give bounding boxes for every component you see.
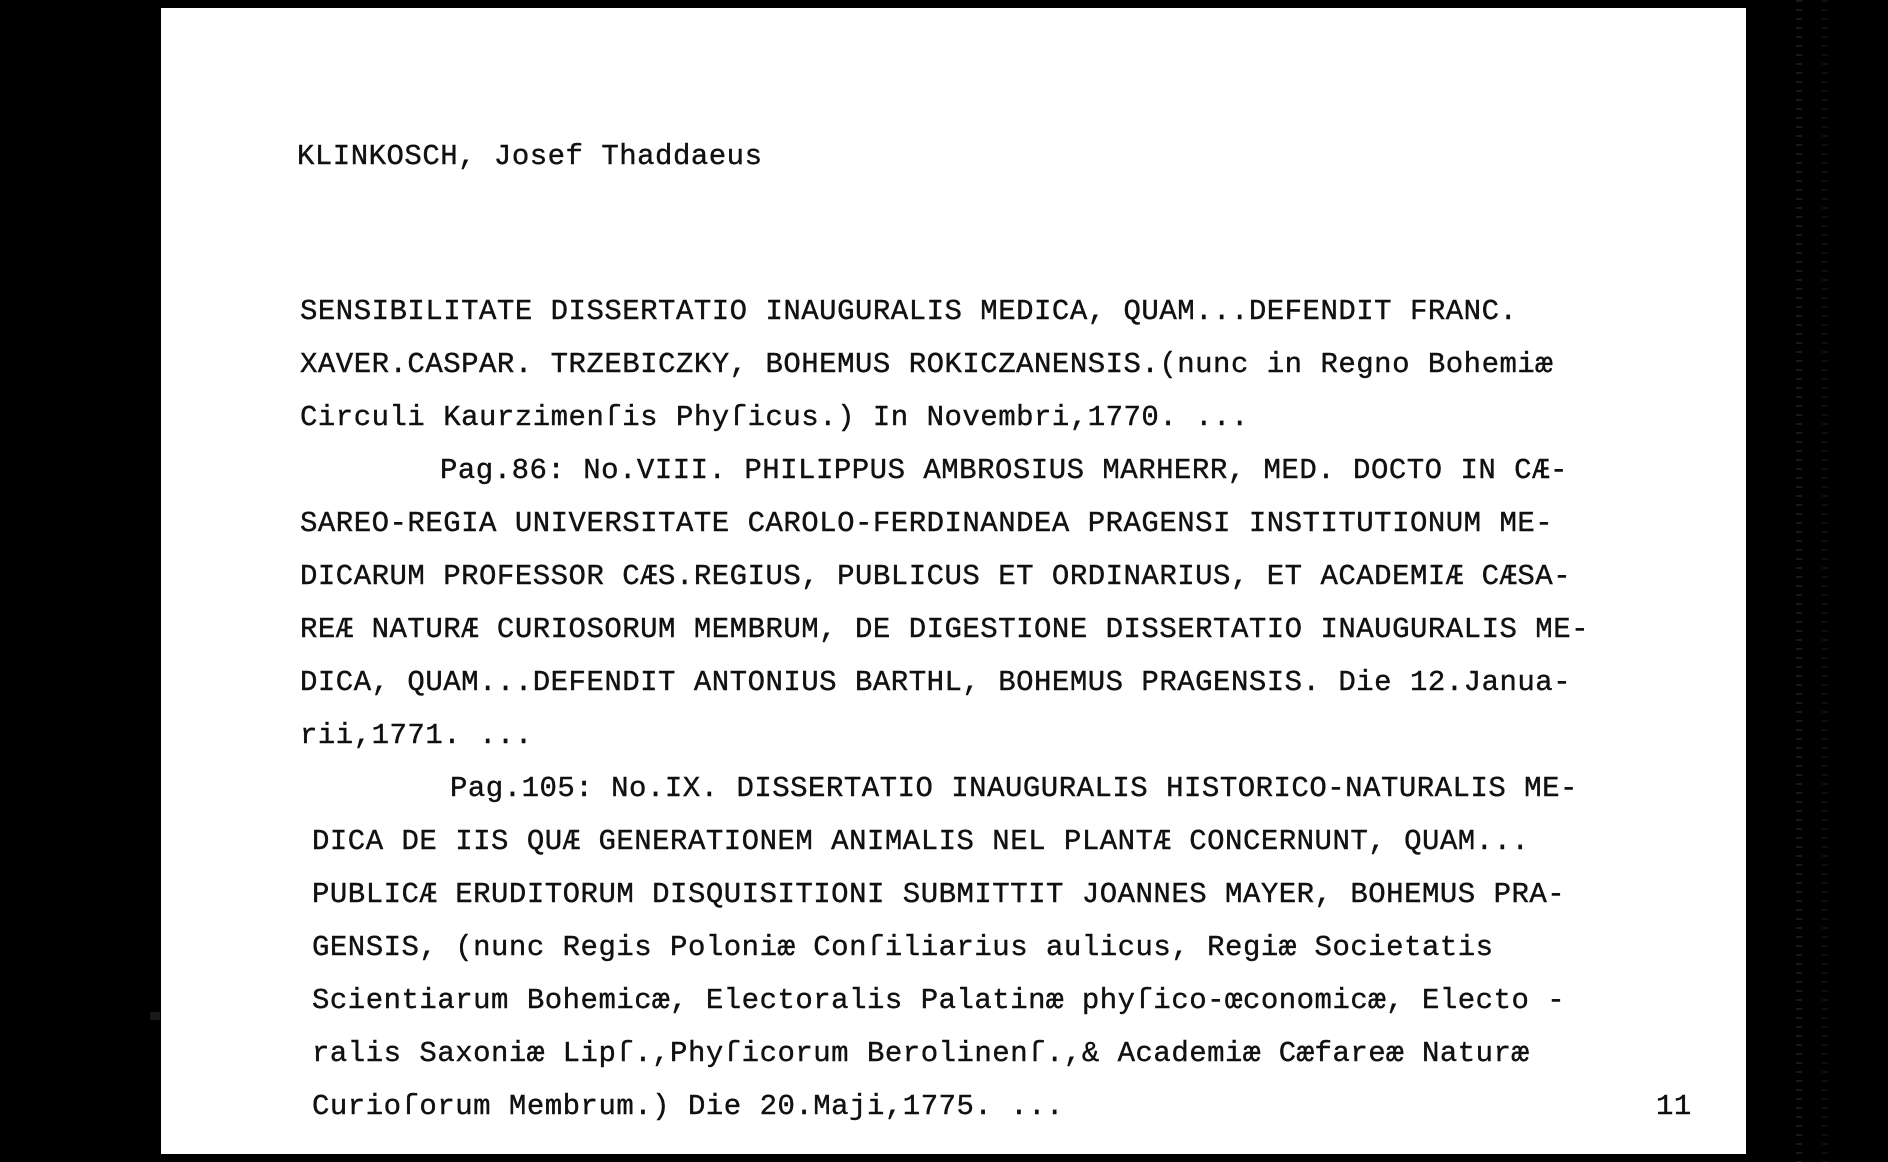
card-line-8: DICA, QUAM...DEFENDIT ANTONIUS BARTHL, BOHEMUS PRAGENSIS. Die 12.Janua- [300, 666, 1572, 699]
card-line-16: Curioſorum Membrum.) Die 20.Maji,1775. ... [312, 1090, 1064, 1123]
card-line-9: rii,1771. ... [300, 719, 533, 752]
card-line-2: XAVER.CASPAR. TRZEBICZKY, BOHEMUS ROKICZANENSIS.(nunc in Regno Bohemiæ [300, 348, 1554, 381]
card-line-13: GENSIS, (nunc Regis Poloniæ Conſiliarius aulicus, Regiæ Societatis [312, 931, 1494, 964]
card-line-11: DICA DE IIS QUÆ GENERATIONEM ANIMALIS NEL PLANTÆ CONCERNUNT, QUAM... [312, 825, 1530, 858]
card-heading: KLINKOSCH, Josef Thaddaeus [297, 140, 763, 173]
card-line-12: PUBLICÆ ERUDITORUM DISQUISITIONI SUBMITTIT JOANNES MAYER, BOHEMUS PRA- [312, 878, 1566, 911]
card-line-14: Scientiarum Bohemicæ, Electoralis Palatinæ phyſico-œconomicæ, Electo - [312, 984, 1566, 1017]
card-body [300, 285, 1720, 1133]
card-line-4: Pag.86: No.VIII. PHILIPPUS AMBROSIUS MARHERR, MED. DOCTO IN CÆ- [440, 454, 1568, 487]
card-line-7: REÆ NATURÆ CURIOSORUM MEMBRUM, DE DIGESTIONE DISSERTATIO INAUGURALIS ME- [300, 613, 1590, 646]
scan-speck [150, 1012, 160, 1020]
card-line-1: SENSIBILITATE DISSERTATIO INAUGURALIS MEDICA, QUAM...DEFENDIT FRANC. [300, 295, 1518, 328]
page-number: 11 [1656, 1090, 1692, 1123]
card-line-15: ralis Saxoniæ Lipſ.,Phyſicorum Berolinenſ.,& Academiæ Cæfareæ Naturæ [312, 1037, 1530, 1070]
card-line-10: Pag.105: No.IX. DISSERTATIO INAUGURALIS HISTORICO-NATURALIS ME- [450, 772, 1578, 805]
card-line-3: Circuli Kaurzimenſis Phyſicus.) In Novembri,1770. ... [300, 401, 1249, 434]
film-edge-marks-secondary [1822, 0, 1828, 1162]
card-line-6: DICARUM PROFESSOR CÆS.REGIUS, PUBLICUS ET ORDINARIUS, ET ACADEMIÆ CÆSA- [300, 560, 1572, 593]
card-line-5: SAREO-REGIA UNIVERSITATE CAROLO-FERDINANDEA PRAGENSI INSTITUTIONUM ME- [300, 507, 1554, 540]
film-edge-marks [1796, 0, 1802, 1162]
catalog-card [161, 8, 1746, 1154]
